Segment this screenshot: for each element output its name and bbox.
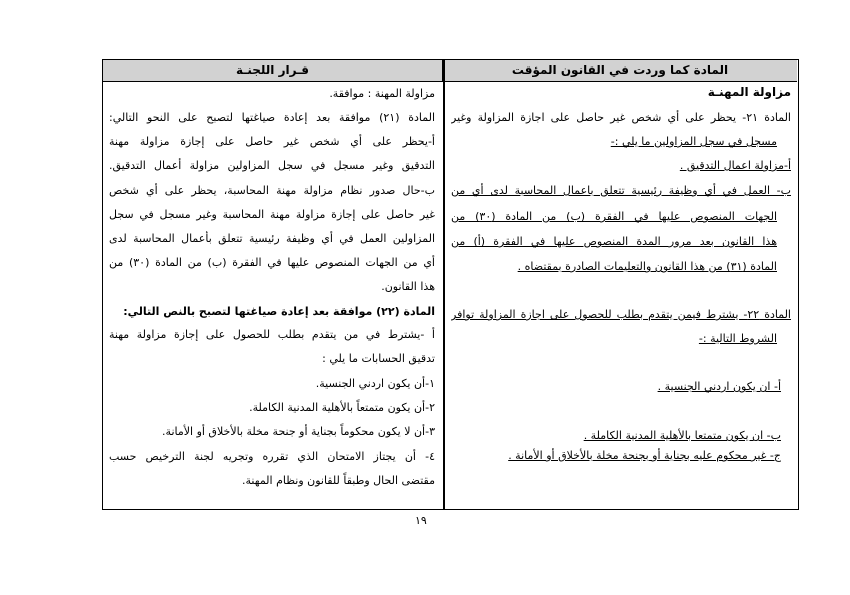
temporary-law-header: المادة كما وردت في القانون المؤقت — [443, 60, 797, 82]
decision-line-1: مزاولة المهنة : موافقة. — [329, 87, 435, 100]
decision-line-10: المادة (٢٢) موافقة بعد إعادة صياغتها لتصبح بالنص التالي: — [123, 305, 435, 318]
decision-line-16: ٤- أن يجتاز الامتحان الذي تقرره وتجريه لجنة الترخيص حسب — [109, 450, 435, 463]
article-22-item-c: ج- غير محكوم عليه بجناية أو بجنحة مخلة بالأخلاق أو الأمانة . — [508, 449, 781, 462]
page-number: ١٩ — [415, 514, 427, 527]
article-21-item-b-line-3: هذا القانون بعد مرور المدة المنصوص عليها في الفقرة (أ) من — [451, 235, 777, 248]
article-21-line-1: المادة ٢١- يحظر على أي شخص غير حاصل على اجازة المزاولة وغير — [451, 111, 791, 124]
decision-line-15: ٣-أن لا يكون محكوماً بجناية أو جنحة مخلة بالأخلاق أو الأمانة. — [162, 425, 435, 438]
decision-line-7: المزاولين العمل في أي وظيفة رئيسية تتعلق بأعمال المحاسبة لدى — [109, 232, 435, 245]
article-21-item-b-line-1: ب- العمل في أي وظيفة رئيسية تتعلق باعمال المحاسبة لدى أي من — [451, 184, 791, 197]
column-divider — [443, 60, 445, 509]
decision-line-11: أ -يشترط في من يتقدم بطلب للحصول على إجازة مزاولة مهنة — [109, 328, 435, 341]
committee-decision-header: قـرار اللجنـة — [103, 60, 443, 82]
article-21-item-a: أ-مزاولة اعمال التدقيق . — [679, 159, 791, 172]
decision-line-6: غير حاصل على إجازة مزاولة مهنة المحاسبة وغير مسجل في سجل — [109, 208, 435, 221]
article-22-item-b: ب- ان يكون متمتعا بالأهلية المدنية الكاملة . — [583, 429, 781, 442]
article-22-item-a: أ- ان يكون اردني الجنسية . — [657, 380, 781, 393]
article-22-line-2: الشروط التالية :- — [698, 332, 777, 345]
comparison-table — [102, 59, 799, 510]
article-21-line-2: مسجل في سجل المزاولين ما يلي :- — [610, 135, 777, 148]
decision-line-8: أي من الجهات المنصوص عليها في الفقرة (ب) من المادة (٣٠) من — [109, 256, 435, 269]
article-21-item-b-line-2: الجهات المنصوص عليها في الفقرة (ب) من المادة (٣٠) من — [451, 210, 777, 223]
decision-line-4: التدقيق وغير مسجل في سجل المزاولين مزاولة أعمال التدقيق. — [109, 159, 435, 172]
decision-line-3: أ-يحظر على أي شخص غير حاصل على إجازة مزاولة مهنة — [109, 135, 435, 148]
decision-line-9: هذا القانون. — [381, 280, 435, 293]
article-21-item-b-line-4: المادة (٣١) من هذا القانون والتعليمات الصادرة بمقتضاه . — [517, 260, 777, 273]
decision-line-14: ٢-أن يكون متمتعاً بالأهلية المدنية الكاملة. — [249, 401, 435, 414]
decision-line-12: تدقيق الحسابات ما يلي : — [322, 352, 435, 365]
decision-line-5: ب-حال صدور نظام مزاولة مهنة المحاسبة، يحظر على أي شخص — [109, 184, 435, 197]
decision-line-13: ١-أن يكون اردني الجنسية. — [315, 377, 435, 390]
decision-line-17: مقتضى الحال وطبقاً للقانون ونظام المهنة. — [242, 474, 435, 487]
section-title: مزاولة المهنـة — [707, 85, 791, 99]
decision-line-2: المادة (٢١) موافقة بعد إعادة صياغتها لتصبح على النحو التالي: — [109, 111, 435, 124]
article-22-line-1: المادة ٢٢- يشترط فيمن يتقدم بطلب للحصول على اجازة المزاولة توافر — [451, 308, 791, 321]
